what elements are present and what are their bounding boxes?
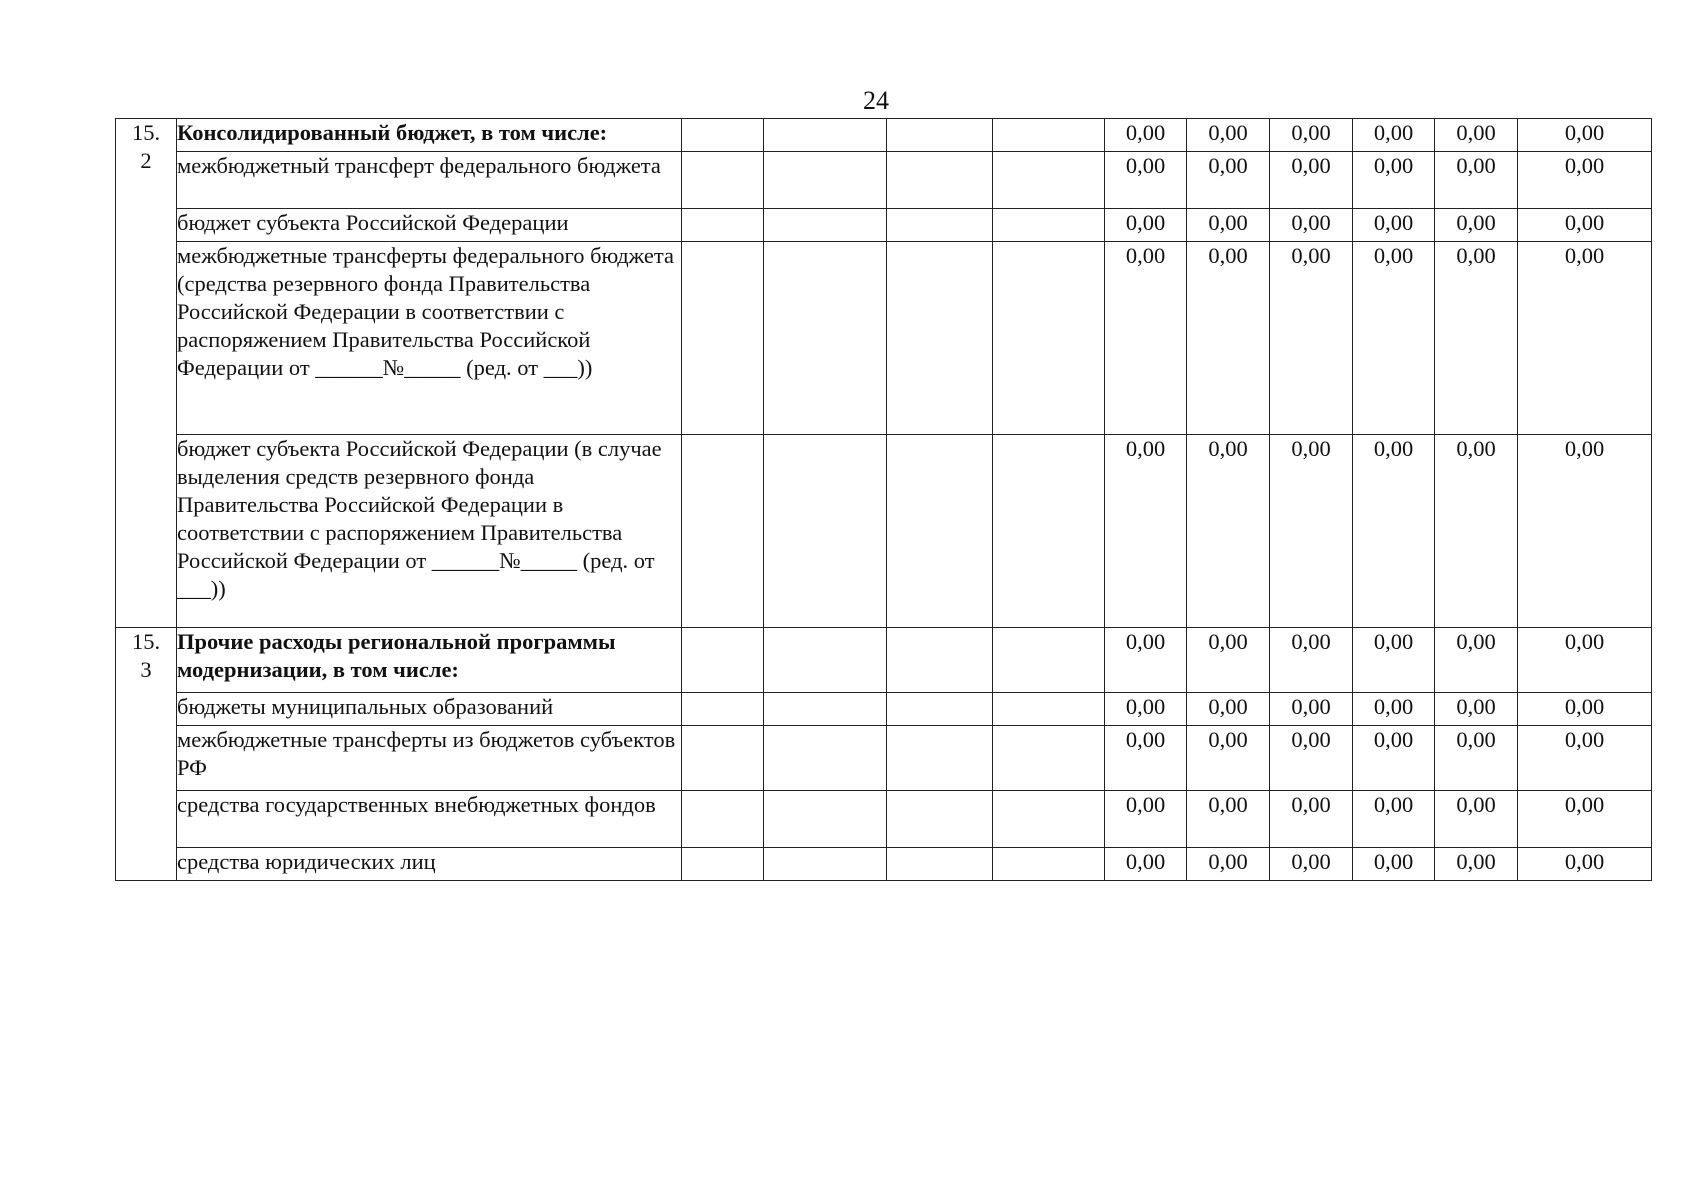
row-label: межбюджетные трансферты федерального бюджета (средства резервного фонда Правительства Российской Федерации в соответствии с распоряжением Правительства Российской Федерации от ______№_____ (ред. от ___)) [177, 242, 682, 435]
table-row [116, 119, 1652, 152]
empty-cell [764, 435, 887, 628]
empty-cell [887, 435, 993, 628]
value-cell: 0,00 [1105, 848, 1187, 881]
empty-cell [764, 791, 887, 848]
value-cell: 0,00 [1270, 726, 1353, 791]
row-heading: Консолидированный бюджет, в том числе: [177, 119, 682, 152]
page-number: 24 [863, 86, 889, 115]
value-cell: 0,00 [1353, 628, 1435, 693]
empty-cell [993, 209, 1105, 242]
row-label: средства юридических лиц [177, 848, 682, 881]
empty-cell [764, 693, 887, 726]
value-cell: 0,00 [1105, 209, 1187, 242]
value-cell: 0,00 [1270, 435, 1353, 628]
value-cell: 0,00 [1187, 209, 1270, 242]
value-cell: 0,00 [1435, 628, 1518, 693]
value-cell: 0,00 [1435, 693, 1518, 726]
value-cell: 0,00 [1187, 791, 1270, 848]
empty-cell [887, 119, 993, 152]
value-cell: 0,00 [1353, 209, 1435, 242]
empty-cell [764, 628, 887, 693]
table-row [116, 693, 1652, 726]
value-cell: 0,00 [1353, 435, 1435, 628]
empty-cell [764, 242, 887, 435]
value-cell: 0,00 [1105, 693, 1187, 726]
empty-cell [682, 119, 764, 152]
empty-cell [764, 209, 887, 242]
empty-cell [764, 726, 887, 791]
value-cell: 0,00 [1105, 726, 1187, 791]
empty-cell [682, 152, 764, 209]
empty-cell [887, 152, 993, 209]
row-label: бюджеты муниципальных образований [177, 693, 682, 726]
empty-cell [682, 242, 764, 435]
empty-cell [682, 693, 764, 726]
value-cell: 0,00 [1187, 152, 1270, 209]
value-cell: 0,00 [1270, 152, 1353, 209]
value-cell: 0,00 [1187, 242, 1270, 435]
value-cell: 0,00 [1518, 628, 1652, 693]
table-row [116, 435, 1652, 628]
empty-cell [887, 791, 993, 848]
empty-cell [993, 242, 1105, 435]
value-cell: 0,00 [1518, 209, 1652, 242]
value-cell: 0,00 [1435, 726, 1518, 791]
value-cell: 0,00 [1187, 848, 1270, 881]
row-label: средства государственных внебюджетных фондов [177, 791, 682, 848]
value-cell: 0,00 [1435, 242, 1518, 435]
empty-cell [993, 848, 1105, 881]
value-cell: 0,00 [1105, 242, 1187, 435]
table-row [116, 209, 1652, 242]
table-body [116, 119, 1652, 881]
empty-cell [887, 693, 993, 726]
row-label: бюджет субъекта Российской Федерации (в случае выделения средств резервного фонда Правительства Российской Федерации в соответствии с распоряжением Правительства Российской Федерации от ______№_____ (ред. от ___)) [177, 435, 682, 628]
value-cell: 0,00 [1353, 693, 1435, 726]
empty-cell [993, 693, 1105, 726]
empty-cell [887, 628, 993, 693]
table-row [116, 791, 1652, 848]
section-number: 15. 2 [116, 119, 177, 628]
empty-cell [993, 152, 1105, 209]
value-cell: 0,00 [1518, 435, 1652, 628]
value-cell: 0,00 [1187, 726, 1270, 791]
section-number: 15. 3 [116, 628, 177, 881]
empty-cell [682, 209, 764, 242]
value-cell: 0,00 [1270, 628, 1353, 693]
value-cell: 0,00 [1270, 791, 1353, 848]
value-cell: 0,00 [1353, 726, 1435, 791]
empty-cell [993, 791, 1105, 848]
value-cell: 0,00 [1105, 119, 1187, 152]
row-heading: Прочие расходы региональной программы модернизации, в том числе: [177, 628, 682, 693]
empty-cell [887, 726, 993, 791]
value-cell: 0,00 [1187, 693, 1270, 726]
value-cell: 0,00 [1187, 119, 1270, 152]
empty-cell [993, 119, 1105, 152]
empty-cell [887, 242, 993, 435]
value-cell: 0,00 [1518, 726, 1652, 791]
value-cell: 0,00 [1105, 628, 1187, 693]
value-cell: 0,00 [1518, 791, 1652, 848]
table-row [116, 152, 1652, 209]
row-label: межбюджетные трансферты из бюджетов субъектов РФ [177, 726, 682, 791]
value-cell: 0,00 [1353, 848, 1435, 881]
empty-cell [993, 435, 1105, 628]
value-cell: 0,00 [1353, 791, 1435, 848]
row-label: бюджет субъекта Российской Федерации [177, 209, 682, 242]
table-row [116, 726, 1652, 791]
value-cell: 0,00 [1518, 242, 1652, 435]
empty-cell [887, 209, 993, 242]
value-cell: 0,00 [1435, 791, 1518, 848]
value-cell: 0,00 [1518, 119, 1652, 152]
empty-cell [682, 848, 764, 881]
value-cell: 0,00 [1518, 152, 1652, 209]
value-cell: 0,00 [1435, 152, 1518, 209]
value-cell: 0,00 [1353, 152, 1435, 209]
table-row [116, 628, 1652, 693]
empty-cell [993, 628, 1105, 693]
value-cell: 0,00 [1270, 209, 1353, 242]
empty-cell [682, 726, 764, 791]
value-cell: 0,00 [1518, 693, 1652, 726]
value-cell: 0,00 [1187, 628, 1270, 693]
value-cell: 0,00 [1270, 848, 1353, 881]
empty-cell [682, 791, 764, 848]
row-label: межбюджетный трансферт федерального бюджета [177, 152, 682, 209]
empty-cell [682, 435, 764, 628]
table-row [116, 848, 1652, 881]
value-cell: 0,00 [1105, 152, 1187, 209]
value-cell: 0,00 [1435, 848, 1518, 881]
value-cell: 0,00 [1353, 119, 1435, 152]
value-cell: 0,00 [1518, 848, 1652, 881]
value-cell: 0,00 [1435, 209, 1518, 242]
value-cell: 0,00 [1270, 242, 1353, 435]
empty-cell [764, 848, 887, 881]
budget-table [115, 118, 1652, 881]
value-cell: 0,00 [1105, 791, 1187, 848]
table-row [116, 242, 1652, 435]
value-cell: 0,00 [1270, 693, 1353, 726]
empty-cell [887, 848, 993, 881]
empty-cell [764, 119, 887, 152]
empty-cell [764, 152, 887, 209]
empty-cell [993, 726, 1105, 791]
value-cell: 0,00 [1187, 435, 1270, 628]
value-cell: 0,00 [1105, 435, 1187, 628]
value-cell: 0,00 [1270, 119, 1353, 152]
empty-cell [682, 628, 764, 693]
value-cell: 0,00 [1435, 119, 1518, 152]
value-cell: 0,00 [1353, 242, 1435, 435]
value-cell: 0,00 [1435, 435, 1518, 628]
